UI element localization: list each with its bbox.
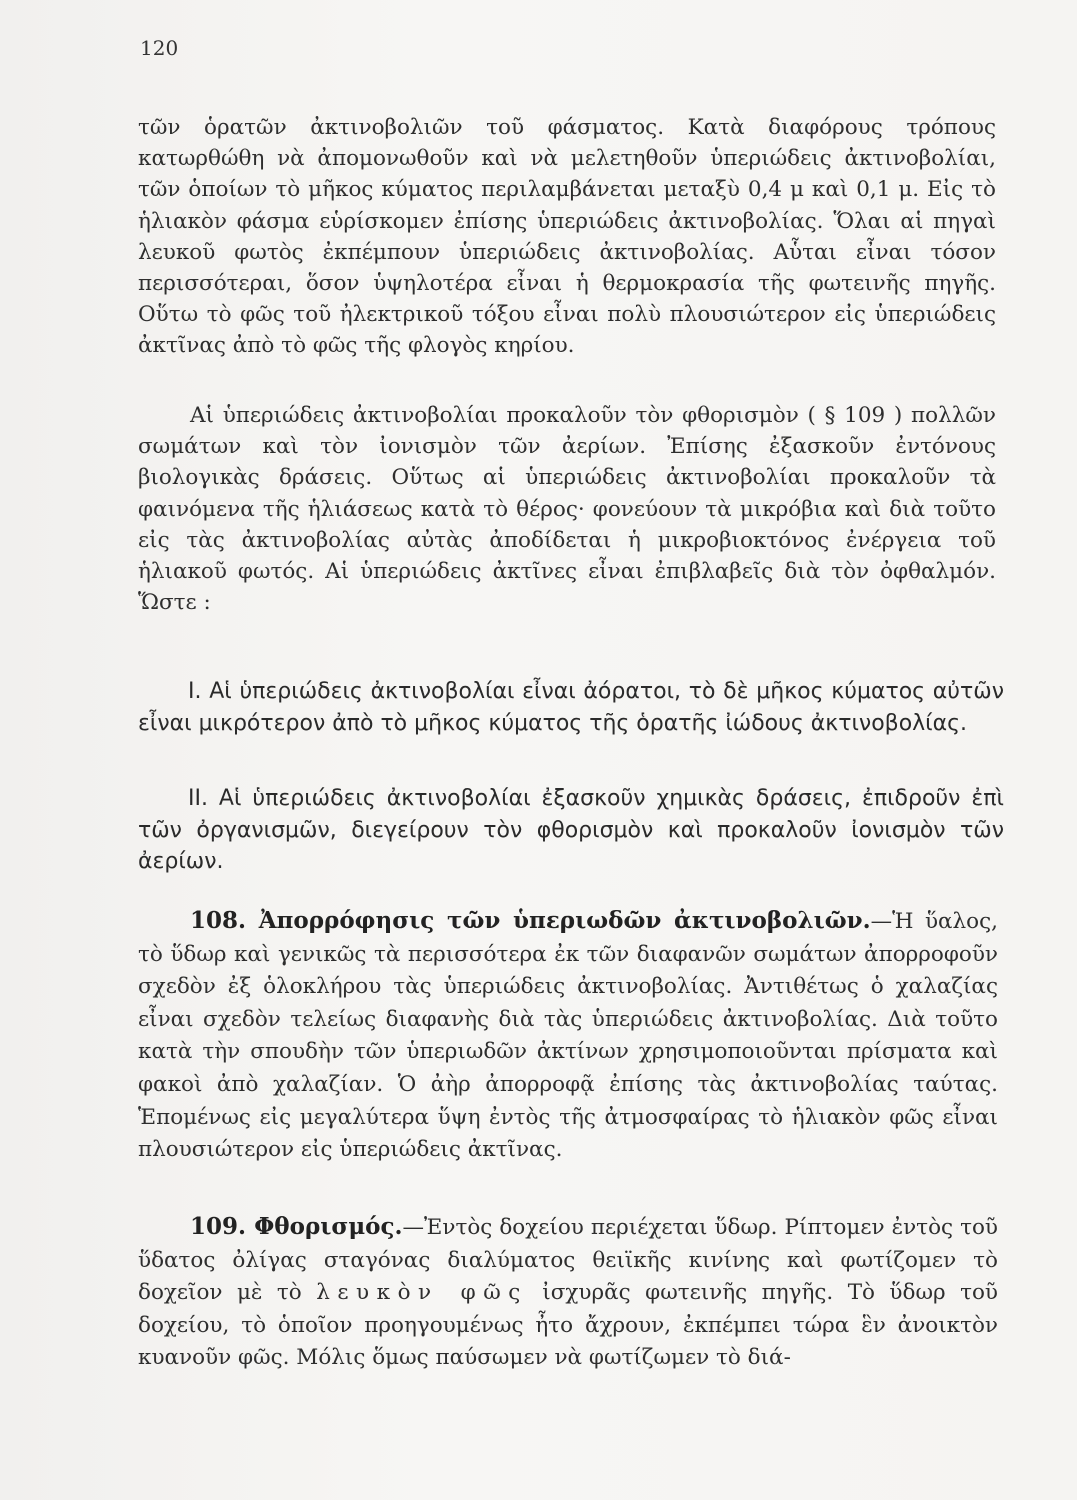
section-paragraph [138,1211,998,1375]
section-heading: 109. Φθορισμός. [190,1213,403,1240]
section-paragraph [138,905,998,1167]
section-body-continued: ἰσχυρᾶς φωτεινῆς πηγῆς. Τὸ ὕδωρ τοῦ δοχείου, τὸ ὁποῖον προηγουμένως ἦτο ἄχρουν, ἐκπέμπει τώρα ἓν ἀνοικτὸν κυανοῦν φῶς. Μόλις ὅμως παύσωμεν νὰ φωτίζωμεν τὸ διά- [138,1280,998,1371]
page-number: 120 [140,36,179,60]
emphasized-spaced-text: λευκὸν φῶς [316,1280,528,1306]
section-108-absorption [138,905,998,1167]
summary-item-text: I. Αἱ ὑπεριώδεις ἀκτινοβολίαι εἶναι ἀόρατοι, τὸ δὲ μῆκος κύματος αὐτῶν εἶναι μικρότερον ἀπὸ τὸ μῆκος κύματος τῆς ὁρατῆς ἰώδους ἀκτινοβολίας. [138,679,1004,736]
section-109-fluorescence [138,1211,998,1375]
paragraph-ultraviolet-intro [138,112,996,362]
paragraph-ultraviolet-effects [138,400,996,618]
section-heading: 108. Ἀπορρόφησις τῶν ὑπεριωδῶν ἀκτινοβολιῶν. [190,907,871,934]
paragraph-text: Αἱ ὑπεριώδεις ἀκτινοβολίαι προκαλοῦν τὸν φθορισμὸν ( § 109 ) πολλῶν σωμάτων καὶ τὸν ἰονισμὸν τῶν ἀερίων. Ἐπίσης ἐξασκοῦν ἐντόνους βιολογικὰς δράσεις. Οὕτως αἱ ὑπεριώδεις ἀκτινοβολίαι προκαλοῦν τὰ φαινόμενα τῆς ἡλιάσεως κατὰ τὸ θέρος· φονεύουν τὰ μικρόβια καὶ διὰ τοῦτο εἰς τὰς ἀκτινοβολίας αὐτὰς ἀποδίδεται ἡ μικροβιοκτόνος ἐνέργεια τοῦ ἡλιακοῦ φωτός. Αἱ ὑπεριώδεις ἀκτῖνες εἶναι ἐπιβλαβεῖς διὰ τὸν ὀφθαλμόν. Ὥστε : [138,403,996,616]
section-body: —Ἡ ὕαλος, τὸ ὕδωρ καὶ γενικῶς τὰ περισσότερα ἐκ τῶν διαφανῶν σωμάτων ἀπορροφοῦν σχεδὸν ἐξ ὁλοκλήρου τὰς ὑπεριώδεις ἀκτινοβολίας. Ἀντιθέτως ὁ χαλαζίας εἶναι σχεδὸν τελείως διαφανὴς διὰ τὰς ὑπεριώδεις ἀκτινοβολίας. Διὰ τοῦτο κατὰ τὴν σπουδὴν τῶν ὑπεριωδῶν ἀκτίνων χρησιμοποιοῦνται πρίσματα καὶ φακοὶ ἀπὸ χαλαζίαν. Ὁ ἀὴρ ἀπορροφᾷ ἐπίσης τὰς ἀκτινοβολίας ταύτας. Ἑπομένως εἰς μεγαλύτερα ὕψη ἐντὸς τῆς ἀτμοσφαίρας τὸ ἡλιακὸν φῶς εἶναι πλουσιώτερον εἰς ὑπεριώδεις ἀκτῖνας. [138,909,999,1163]
summary-item-1 [138,676,1004,739]
paragraph-text: τῶν ὁρατῶν ἀκτινοβολιῶν τοῦ φάσματος. Κατὰ διαφόρους τρόπους κατωρθώθη νὰ ἀπομονωθοῦν καὶ νὰ μελετηθοῦν ὑπεριώδεις ἀκτινοβολίαι, τῶν ὁποίων τὸ μῆκος κύματος περιλαμβάνεται μεταξὺ 0,4 μ καὶ 0,1 μ. Εἰς τὸ ἡλιακὸν φάσμα εὑρίσκομεν ἐπίσης ὑπεριώδεις ἀκτινοβολίας. Ὅλαι αἱ πηγαὶ λευκοῦ φωτὸς ἐκπέμπουν ὑπεριώδεις ἀκτινοβολίας. Αὗται εἶναι τόσον περισσότεραι, ὅσον ὑψηλοτέρα εἶναι ἡ θερμοκρασία τῆς φωτεινῆς πηγῆς. Οὕτω τὸ φῶς τοῦ ἠλεκτρικοῦ τόξου εἶναι πολὺ πλουσιώτερον εἰς ὑπεριώδεις ἀκτῖνας ἀπὸ τὸ φῶς τῆς φλογὸς κηρίου. [138,115,996,359]
summary-item-2 [138,783,1004,878]
summary-item-text: II. Αἱ ὑπεριώδεις ἀκτινοβολίαι ἐξασκοῦν χημικὰς δράσεις, ἐπιδροῦν ἐπὶ τῶν ὀργανισμῶν, διεγείρουν τὸν φθορισμὸν καὶ προκαλοῦν ἰονισμὸν τῶν ἀερίων. [138,786,1004,874]
section-body: —Ἐντὸς δοχείου περιέχεται ὕδωρ. Ρίπτομεν ἐντὸς τοῦ ὕδατος ὀλίγας σταγόνας διαλύματος θειϊκῆς κινίνης καὶ φωτίζομεν τὸ δοχεῖον μὲ τὸ [138,1215,999,1306]
